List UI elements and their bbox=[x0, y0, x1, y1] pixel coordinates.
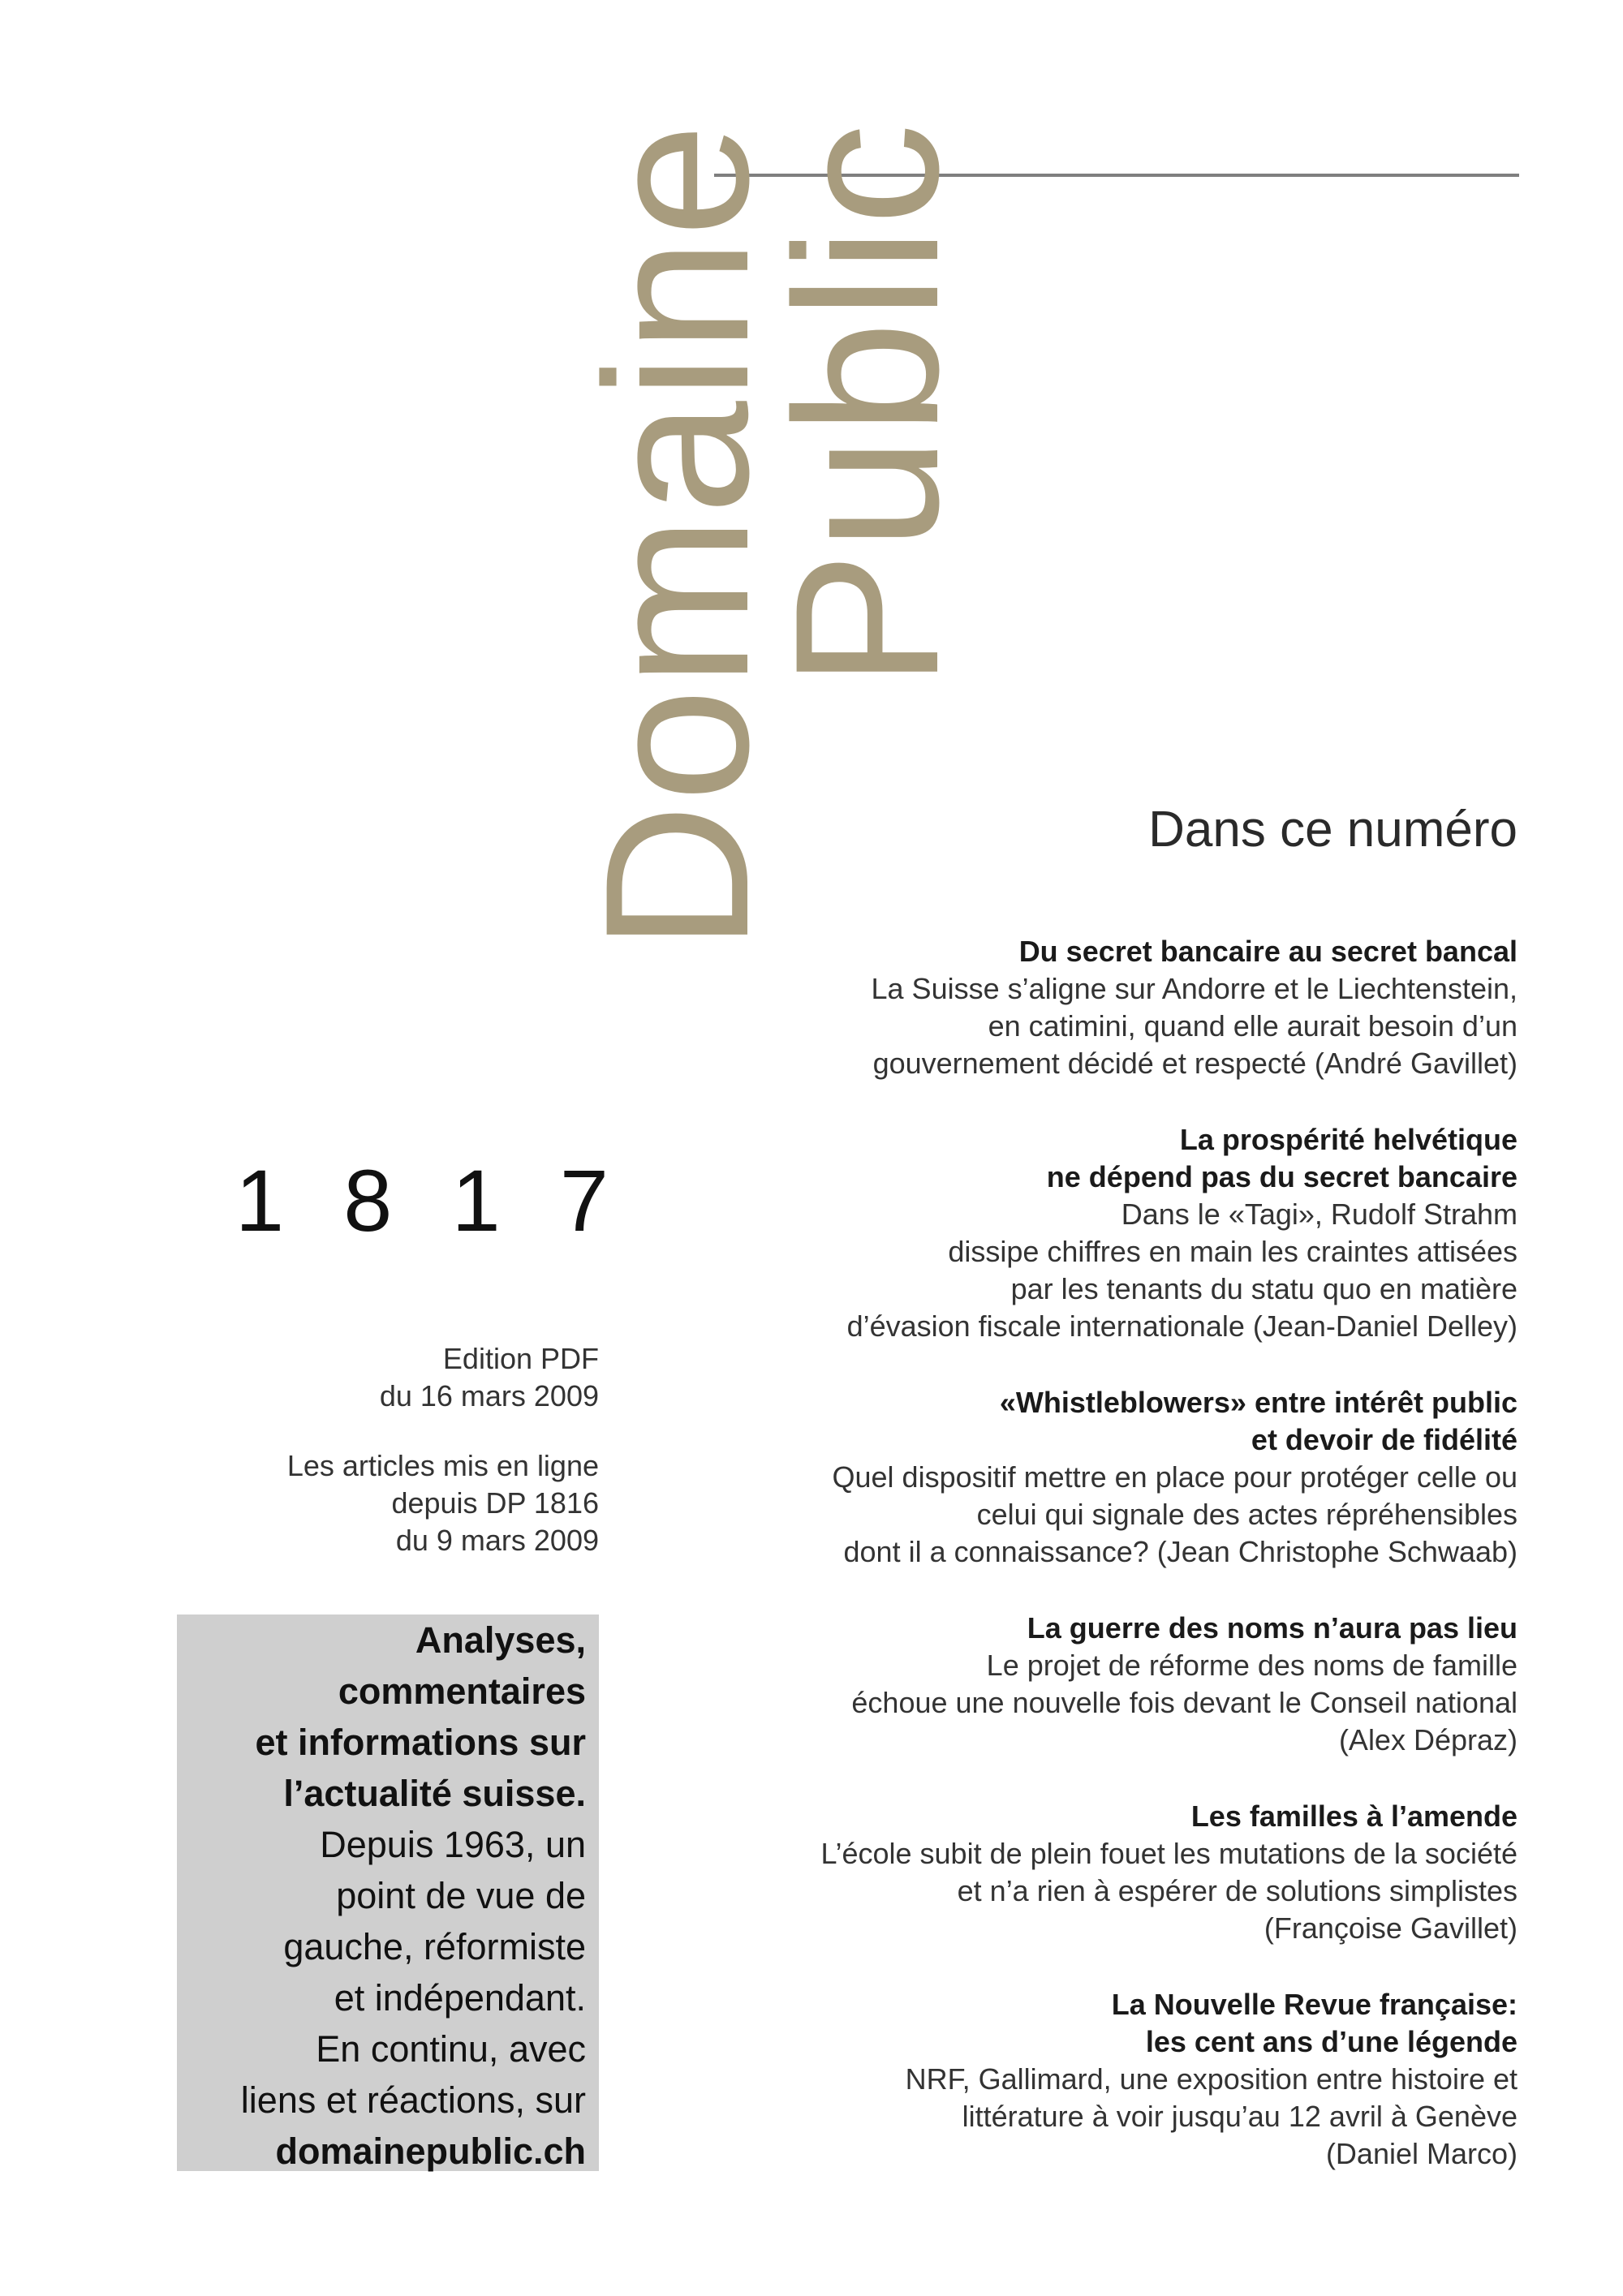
toc-item-title bbox=[706, 1384, 1518, 1459]
toc-item-summary bbox=[706, 1196, 1518, 1345]
pitch-bold-line: commentaires bbox=[338, 1670, 586, 1712]
toc-title-line: «Whistleblowers» entre intérêt public bbox=[999, 1386, 1518, 1419]
toc-body-line: échoue une nouvelle fois devant le Conseil national bbox=[851, 1686, 1518, 1719]
toc-body-line: (Françoise Gavillet) bbox=[1264, 1911, 1518, 1945]
toc-item[interactable] bbox=[706, 1986, 1518, 2173]
issue-digit: 8 bbox=[343, 1151, 393, 1249]
toc-body-line: L’école subit de plein fouet les mutations de la société bbox=[820, 1837, 1518, 1870]
pitch-line: point de vue de bbox=[336, 1875, 586, 1916]
toc-body-line: Dans le «Tagi», Rudolf Strahm bbox=[1121, 1197, 1518, 1231]
toc-body-line: en catimini, quand elle aurait besoin d’un bbox=[988, 1009, 1518, 1043]
toc-body-line: littérature à voir jusqu’au 12 avril à Genève bbox=[962, 2100, 1518, 2133]
toc-title-line: et devoir de fidélité bbox=[1251, 1423, 1518, 1456]
edition-note-line: Les articles mis en ligne bbox=[286, 1449, 599, 1482]
toc-title-line: La guerre des noms n’aura pas lieu bbox=[1027, 1611, 1518, 1645]
toc-body-line: d’évasion fiscale internationale (Jean-Daniel Delley) bbox=[846, 1309, 1518, 1343]
pitch-box bbox=[177, 1615, 599, 2171]
toc-item[interactable] bbox=[706, 1798, 1518, 1947]
pitch-text bbox=[164, 1615, 586, 2177]
toc-title-line: Les familles à l’amende bbox=[1190, 1799, 1518, 1833]
toc-body-line: La Suisse s’aligne sur Andorre et le Liechtenstein, bbox=[871, 972, 1518, 1005]
toc-body-line: dont il a connaissance? (Jean Christophe Schwaab) bbox=[843, 1535, 1518, 1568]
pitch-bold-line: et informations sur bbox=[255, 1722, 586, 1763]
toc-item[interactable] bbox=[706, 1121, 1518, 1345]
toc-body-line: dissipe chiffres en main les craintes attisées bbox=[948, 1235, 1518, 1268]
issue-digit: 1 bbox=[235, 1151, 285, 1249]
toc-heading: Dans ce numéro bbox=[1148, 802, 1518, 858]
table-of-contents bbox=[706, 933, 1518, 2212]
toc-body-line: (Alex Dépraz) bbox=[1338, 1723, 1518, 1756]
toc-body-line: celui qui signale des actes répréhensibles bbox=[976, 1498, 1518, 1531]
toc-item-title bbox=[706, 1798, 1518, 1835]
toc-body-line: Le projet de réforme des noms de famille bbox=[986, 1649, 1518, 1682]
toc-body-line: Quel dispositif mettre en place pour protéger celle ou bbox=[832, 1460, 1518, 1494]
edition-info bbox=[112, 1340, 599, 1559]
edition-note-line: depuis DP 1816 bbox=[391, 1486, 599, 1520]
toc-item-title bbox=[706, 1610, 1518, 1647]
pitch-bold-line: Analyses, bbox=[415, 1619, 586, 1661]
toc-body-line: gouvernement décidé et respecté (André Gavillet) bbox=[872, 1047, 1518, 1080]
toc-item-summary bbox=[706, 970, 1518, 1082]
toc-item-summary bbox=[706, 1459, 1518, 1571]
edition-line: du 16 mars 2009 bbox=[379, 1379, 599, 1412]
toc-item-summary bbox=[706, 1647, 1518, 1759]
toc-title-line: Du secret bancaire au secret bancal bbox=[1018, 935, 1518, 968]
pitch-line: liens et réactions, sur bbox=[240, 2079, 586, 2121]
pitch-line: En continu, avec bbox=[316, 2028, 586, 2070]
toc-item-title bbox=[706, 933, 1518, 970]
masthead-title-line1: Domaine bbox=[563, 122, 791, 952]
toc-title-line: les cent ans d’une légende bbox=[1145, 2025, 1518, 2058]
toc-title-line: La Nouvelle Revue française: bbox=[1111, 1988, 1518, 2021]
toc-item-summary bbox=[706, 2061, 1518, 2173]
toc-item[interactable] bbox=[706, 1610, 1518, 1759]
pitch-line: et indépendant. bbox=[334, 1977, 586, 2019]
edition-line: Edition PDF bbox=[442, 1342, 599, 1375]
edition-note-line: du 9 mars 2009 bbox=[395, 1524, 599, 1557]
issue-number bbox=[235, 1152, 609, 1249]
masthead-title-line2: Public bbox=[753, 122, 981, 689]
issue-digit: 1 bbox=[451, 1151, 501, 1249]
toc-item-title bbox=[706, 1121, 1518, 1196]
toc-item[interactable] bbox=[706, 933, 1518, 1082]
issue-digit: 7 bbox=[559, 1151, 609, 1249]
pitch-bold-line: l’actualité suisse. bbox=[283, 1773, 586, 1814]
pitch-line: gauche, réformiste bbox=[283, 1926, 586, 1967]
toc-item-title bbox=[706, 1986, 1518, 2061]
toc-body-line: par les tenants du statu quo en matière bbox=[1010, 1272, 1518, 1305]
toc-body-line: (Daniel Marco) bbox=[1325, 2137, 1518, 2170]
toc-title-line: La prospérité helvétique bbox=[1179, 1123, 1518, 1156]
toc-body-line: NRF, Gallimard, une exposition entre histoire et bbox=[905, 2062, 1518, 2096]
toc-item-summary bbox=[706, 1835, 1518, 1947]
pitch-line: Depuis 1963, un bbox=[320, 1824, 586, 1865]
site-link[interactable]: domainepublic.ch bbox=[275, 2130, 586, 2172]
toc-title-line: ne dépend pas du secret bancaire bbox=[1046, 1160, 1518, 1193]
toc-body-line: et n’a rien à espérer de solutions simplistes bbox=[957, 1874, 1518, 1907]
toc-item[interactable] bbox=[706, 1384, 1518, 1571]
